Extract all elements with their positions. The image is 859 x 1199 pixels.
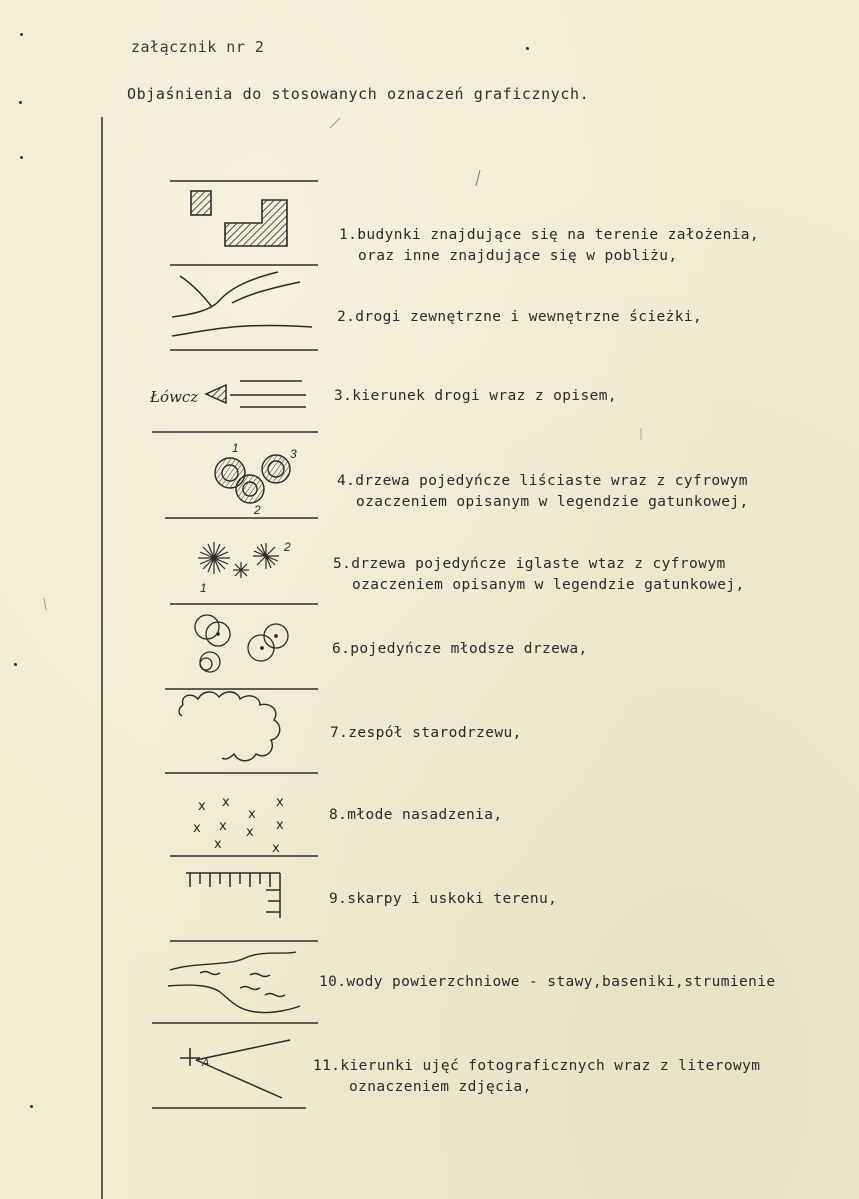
- tree-number: 3: [290, 447, 297, 461]
- buildings-symbol: [191, 191, 287, 246]
- roads-symbol: [172, 272, 312, 336]
- legend-entry-text: 10.wody powierzchniowe - stawy,baseniki,strumienie: [319, 974, 776, 990]
- svg-text:x: x: [246, 825, 254, 840]
- svg-text:x: x: [248, 807, 256, 822]
- legend-entry-text: 7.zespół starodrzewu,: [330, 725, 522, 741]
- stray-mark: [476, 170, 480, 186]
- legend-entry-6: [332, 639, 588, 660]
- legend-entry-text: oznaczeniem zdjęcia,: [349, 1079, 532, 1095]
- legend-entry-10: [319, 972, 776, 993]
- photo-letter: A: [202, 1057, 210, 1069]
- svg-text:x: x: [198, 799, 206, 814]
- road-direction-place: Łówcz: [150, 388, 199, 406]
- legend-entry-text: 4.drzewa pojedyńcze liściaste wraz z cyfrowym: [337, 473, 748, 489]
- tree-number: 1: [200, 581, 207, 595]
- svg-text:x: x: [272, 841, 280, 856]
- young-trees-symbol: [195, 615, 288, 672]
- svg-text:x: x: [276, 818, 284, 833]
- deciduous-trees-symbol: [215, 455, 290, 503]
- stray-mark: [44, 598, 46, 610]
- legend-entry-text: 2.drogi zewnętrzne i wewnętrzne ścieżki,: [337, 309, 703, 325]
- surface-water-symbol: [168, 952, 300, 1013]
- old-trees-cluster-symbol: [179, 705, 183, 716]
- attachment-label: załącznik nr 2: [131, 38, 265, 56]
- legend-entry-7: [330, 723, 522, 744]
- coniferous-trees-symbol: [198, 542, 279, 578]
- slope-symbol: [186, 873, 280, 918]
- svg-text:x: x: [222, 795, 230, 810]
- legend-entry-3: [334, 386, 617, 407]
- young-plantings-symbol: [193, 795, 284, 856]
- legend-entry-text: 11.kierunki ujęć fotograficznych wraz z literowym: [313, 1058, 761, 1074]
- legend-entry-4: [337, 471, 749, 513]
- legend-entry-text: 5.drzewa pojedyńcze iglaste wtaz z cyfrowym: [333, 556, 726, 572]
- legend-entry-text: 8.młode nasadzenia,: [329, 807, 503, 823]
- legend-entry-11: [313, 1056, 760, 1098]
- svg-text:x: x: [219, 819, 227, 834]
- road-direction-symbol: [206, 381, 306, 407]
- legend-entry-8: [329, 805, 502, 826]
- tree-number: 2: [284, 540, 291, 554]
- tree-number: 2: [254, 503, 261, 517]
- svg-text:x: x: [193, 821, 201, 836]
- legend-entry-text: 9.skarpy i uskoki terenu,: [329, 891, 558, 907]
- stray-mark: [330, 118, 340, 128]
- legend-entry-text: ozaczeniem opisanym w legendzie gatunkowej,: [352, 577, 745, 593]
- legend-entry-1: [339, 225, 759, 267]
- legend-entry-9: [329, 889, 557, 910]
- legend-entry-text: 6.pojedyńcze młodsze drzewa,: [332, 641, 588, 657]
- tree-number: 1: [232, 441, 239, 455]
- old-trees-cluster-symbol: [183, 692, 280, 761]
- svg-text:x: x: [276, 795, 284, 810]
- legend-entry-2: [337, 307, 702, 328]
- legend-entry-text: 1.budynki znajdujące się na terenie założenia,: [339, 227, 759, 243]
- legend-entry-text: oraz inne znajdujące się w pobliżu,: [358, 248, 678, 264]
- document-title: Objaśnienia do stosowanych oznaczeń graficznych.: [127, 85, 590, 103]
- legend-entry-text: 3.kierunek drogi wraz z opisem,: [334, 388, 618, 404]
- legend-entry-text: ozaczeniem opisanym w legendzie gatunkowej,: [356, 494, 749, 510]
- svg-text:x: x: [214, 837, 222, 852]
- photo-direction-symbol: [180, 1040, 290, 1098]
- legend-entry-5: [333, 554, 745, 596]
